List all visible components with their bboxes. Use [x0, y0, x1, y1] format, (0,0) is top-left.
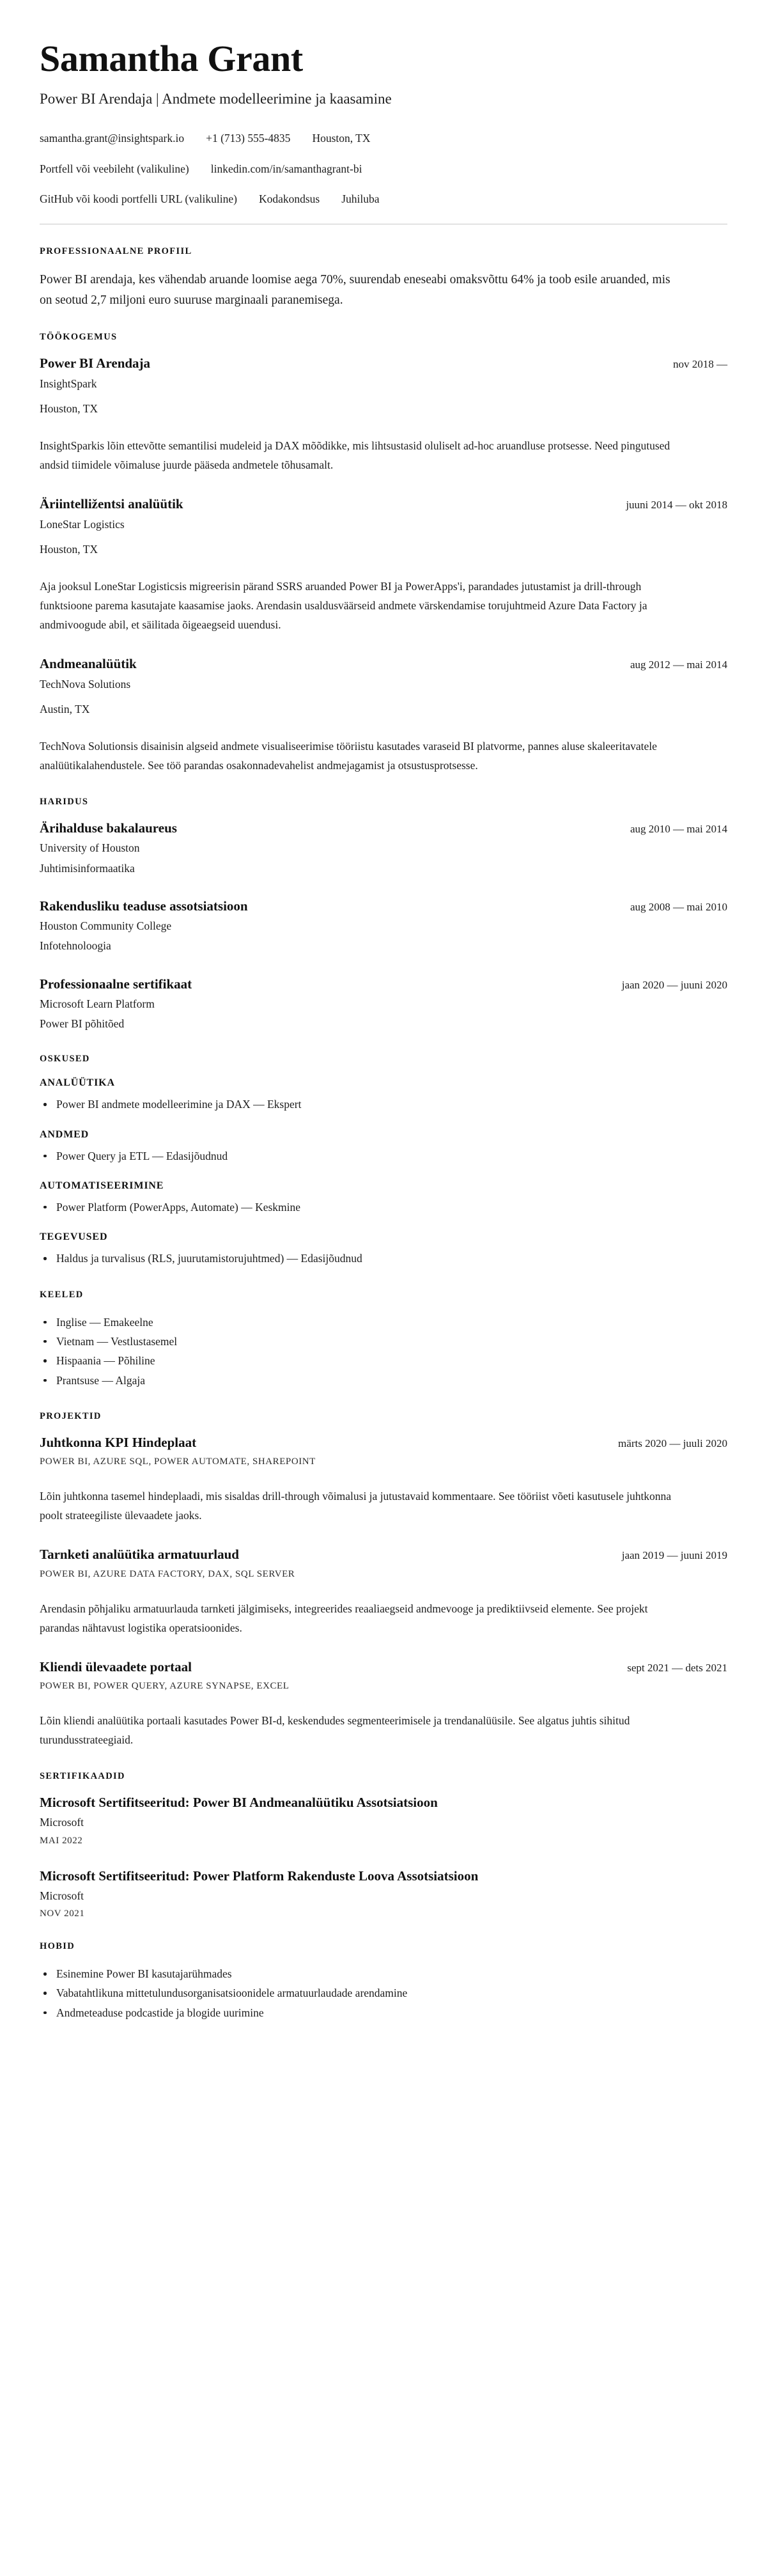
education-degree: Professionaalne sertifikaat	[40, 976, 192, 992]
project-name: Kliendi ülevaadete portaal	[40, 1659, 192, 1674]
section-title-projects: PROJEKTID	[40, 1411, 102, 1422]
education-item	[40, 976, 727, 1033]
project-name: Juhtkonna KPI Hindeplaat	[40, 1435, 197, 1451]
contact-line-2	[40, 161, 727, 177]
education-school: University of Houston	[40, 841, 140, 855]
skill-category: AUTOMATISEERIMINE	[40, 1180, 164, 1191]
project-item	[40, 1435, 727, 1525]
project-description: Lõin kliendi analüütika portaali kasutades Power BI-d, keskendudes segmenteerimisele ja trendanalüüsile. See algatus juhtis sihitud turundusstrateegiaid.	[40, 1713, 630, 1747]
candidate-headline: Power BI Arendaja | Andmete modelleerimine ja kaasamine	[40, 91, 392, 107]
contact-driving-license: Juhiluba	[341, 192, 380, 205]
certification-date: MAI 2022	[40, 1835, 83, 1846]
project-item	[40, 1547, 727, 1637]
experience-item	[40, 355, 727, 474]
project-description: Arendasin põhjaliku armatuurlauda tarnketi jälgimiseks, integreerides reaaliaegseid andmevooge ja prediktiivseid elemente. See projekt parandas nähtavust logistika operatsioonides.	[40, 1602, 648, 1634]
job-company: TechNova Solutions	[40, 677, 131, 691]
skill-group	[40, 1231, 727, 1267]
job-company: InsightSpark	[40, 377, 97, 390]
skill-list	[40, 1147, 727, 1165]
language-item: Inglise — Emakeelne	[40, 1313, 727, 1331]
project-date: märts 2020 — juuli 2020	[618, 1437, 727, 1450]
education-degree: Rakendusliku teaduse assotsiatsioon	[40, 898, 248, 914]
section-experience	[40, 332, 727, 775]
skill-item: Power BI andmete modelleerimine ja DAX — Ekspert	[40, 1095, 727, 1113]
project-item-head	[40, 1435, 727, 1451]
section-education	[40, 797, 727, 1032]
candidate-name: Samantha Grant	[40, 38, 303, 79]
experience-item	[40, 656, 727, 775]
profile-summary: Power BI arendaja, kes vähendab aruande loomise aega 70%, suurendab eneseabi omaksvõttu 64% ja toob esile aruanded, mis on seotud 2,7 miljoni euro suuruse marginaali paranemisega.	[40, 273, 670, 307]
section-hobbies	[40, 1941, 727, 2022]
skill-list	[40, 1249, 727, 1267]
education-item	[40, 898, 727, 955]
contact-line-1	[40, 130, 727, 146]
experience-item-head	[40, 355, 727, 371]
project-tech: POWER BI, AZURE DATA FACTORY, DAX, SQL SERVER	[40, 1568, 295, 1579]
certification-item	[40, 1795, 727, 1846]
project-description: Lõin juhtkonna tasemel hindeplaadi, mis sisaldas drill-through võimalusi ja jutustavaid kommentaare. See tööriist võeti kasutusele juhtkonna poolt strateegiliste ülevaadete jaoks.	[40, 1490, 672, 1522]
certification-date: NOV 2021	[40, 1909, 85, 1919]
project-item-head	[40, 1547, 727, 1563]
job-role: Äriintelližentsi analüütik	[40, 496, 183, 512]
certification-name: Microsoft Sertifitseeritud: Power Platform Rakenduste Loova Assotsiatsioon	[40, 1868, 479, 1884]
certification-name: Microsoft Sertifitseeritud: Power BI Andmeanalüütiku Assotsiatsioon	[40, 1795, 438, 1811]
hobby-item: Vabatahtlikuna mittetulundusorganisatsioonidele armatuurlaudade arendamine	[40, 1984, 727, 2002]
education-item-head	[40, 898, 727, 914]
project-date: sept 2021 — dets 2021	[627, 1661, 727, 1674]
education-date: aug 2010 — mai 2014	[630, 823, 727, 836]
skill-group	[40, 1180, 727, 1216]
job-location: Austin, TX	[40, 702, 90, 715]
education-item-head	[40, 820, 727, 836]
hobby-list	[40, 1965, 727, 2022]
section-certifications	[40, 1771, 727, 1919]
section-profile	[40, 246, 727, 310]
skill-list	[40, 1095, 727, 1113]
section-title-skills: OSKUSED	[40, 1054, 90, 1065]
education-school: Microsoft Learn Platform	[40, 997, 155, 1010]
project-item-head	[40, 1659, 727, 1675]
job-role: Andmeanalüütik	[40, 656, 137, 672]
experience-item-head	[40, 496, 727, 512]
skill-item: Power Query ja ETL — Edasijõudnud	[40, 1147, 727, 1165]
skill-category: TEGEVUSED	[40, 1231, 108, 1243]
hobby-item: Andmeteaduse podcastide ja blogide uurimine	[40, 2004, 727, 2022]
experience-item	[40, 496, 727, 634]
job-date: juuni 2014 — okt 2018	[626, 499, 727, 511]
job-location: Houston, TX	[40, 402, 98, 415]
job-description: Aja jooksul LoneStar Logisticsis migreerisin pärand SSRS aruanded Power BI ja PowerApps'i, parandades jutustamist ja drill-through funktsioone parema kasutajate kaasamise jaoks. Arendasin usaldusväärseid andmete värskendamise torujuhtmeid Azure Data Factory ja andmivoogude abil, et säilitada õigeaegseid uuendusi.	[40, 580, 647, 632]
job-company: LoneStar Logistics	[40, 517, 125, 531]
skill-category: ANDMED	[40, 1128, 89, 1140]
contact-linkedin[interactable]: linkedin.com/in/samanthagrant-bi	[210, 162, 362, 175]
certification-item	[40, 1868, 727, 1919]
project-item	[40, 1659, 727, 1749]
project-tech: POWER BI, POWER QUERY, AZURE SYNAPSE, EXCEL	[40, 1680, 290, 1691]
education-field: Power BI põhitõed	[40, 1017, 125, 1031]
contact-email[interactable]: samantha.grant@insightspark.io	[40, 132, 185, 145]
job-date: nov 2018 —	[673, 358, 727, 371]
section-languages	[40, 1290, 727, 1389]
language-item: Vietnam — Vestlustasemel	[40, 1332, 727, 1350]
job-description: TechNova Solutionsis disainisin algseid andmete visualiseerimise tööriistu kasutades varaseid BI platvorme, pannes aluse skaleeritavatele analüütikalahendustele. See töö parandas osakonnadevahelist andmejagamist ja otsustusprotsesse.	[40, 740, 657, 772]
contact-citizenship: Kodakondsus	[258, 192, 320, 205]
contact-location: Houston, TX	[312, 132, 371, 145]
language-item: Prantsuse — Algaja	[40, 1371, 727, 1389]
resume-header	[40, 40, 727, 207]
section-title-hobbies: HOBID	[40, 1941, 75, 1952]
language-list	[40, 1313, 727, 1389]
section-title-languages: KEELED	[40, 1289, 84, 1300]
project-date: jaan 2019 — juuni 2019	[621, 1549, 727, 1562]
section-projects	[40, 1411, 727, 1749]
education-item	[40, 820, 727, 877]
education-field: Juhtimisinformaatika	[40, 861, 135, 875]
education-degree: Ärihalduse bakalaureus	[40, 820, 177, 836]
contact-portfolio[interactable]: Portfell või veebileht (valikuline)	[40, 162, 189, 175]
skill-category: ANALÜÜTIKA	[40, 1077, 115, 1089]
job-description: InsightSparkis lõin ettevõtte semantilisi mudeleid ja DAX mõõdikke, mis lihtsustasid oluliselt ad-hoc aruandluse protsesse. Need pingutused andsid tiimidele võimaluse juurde pääseda andmetele tõhusamalt.	[40, 439, 670, 472]
section-title-experience: TÖÖKOGEMUS	[40, 332, 118, 343]
contact-github[interactable]: GitHub või koodi portfelli URL (valikuline)	[40, 192, 237, 205]
section-skills	[40, 1054, 727, 1267]
job-role: Power BI Arendaja	[40, 355, 151, 371]
experience-item-head	[40, 656, 727, 672]
contact-line-3	[40, 191, 727, 207]
skill-list	[40, 1198, 727, 1216]
project-name: Tarnketi analüütika armatuurlaud	[40, 1547, 239, 1563]
section-title-profile: PROFESSIONAALNE PROFIIL	[40, 246, 192, 257]
skill-item: Haldus ja turvalisus (RLS, juurutamistorujuhtmed) — Edasijõudnud	[40, 1249, 727, 1267]
skill-item: Power Platform (PowerApps, Automate) — Keskmine	[40, 1198, 727, 1216]
education-date: aug 2008 — mai 2010	[630, 900, 727, 913]
education-field: Infotehnoloogia	[40, 939, 111, 953]
skill-group	[40, 1077, 727, 1113]
job-location: Houston, TX	[40, 542, 98, 556]
certification-issuer: Microsoft	[40, 1889, 84, 1902]
section-title-education: HARIDUS	[40, 797, 89, 808]
education-date: jaan 2020 — juuni 2020	[621, 978, 727, 991]
job-date: aug 2012 — mai 2014	[630, 659, 727, 671]
skill-group	[40, 1129, 727, 1165]
section-title-certifications: SERTIFIKAADID	[40, 1771, 125, 1782]
education-item-head	[40, 976, 727, 992]
language-item: Hispaania — Põhiline	[40, 1352, 727, 1370]
contact-phone[interactable]: +1 (713) 555-4835	[206, 132, 291, 145]
education-school: Houston Community College	[40, 919, 172, 933]
hobby-item: Esinemine Power BI kasutajarühmades	[40, 1965, 727, 1983]
project-tech: POWER BI, AZURE SQL, POWER AUTOMATE, SHAREPOINT	[40, 1456, 316, 1467]
certification-issuer: Microsoft	[40, 1816, 84, 1829]
